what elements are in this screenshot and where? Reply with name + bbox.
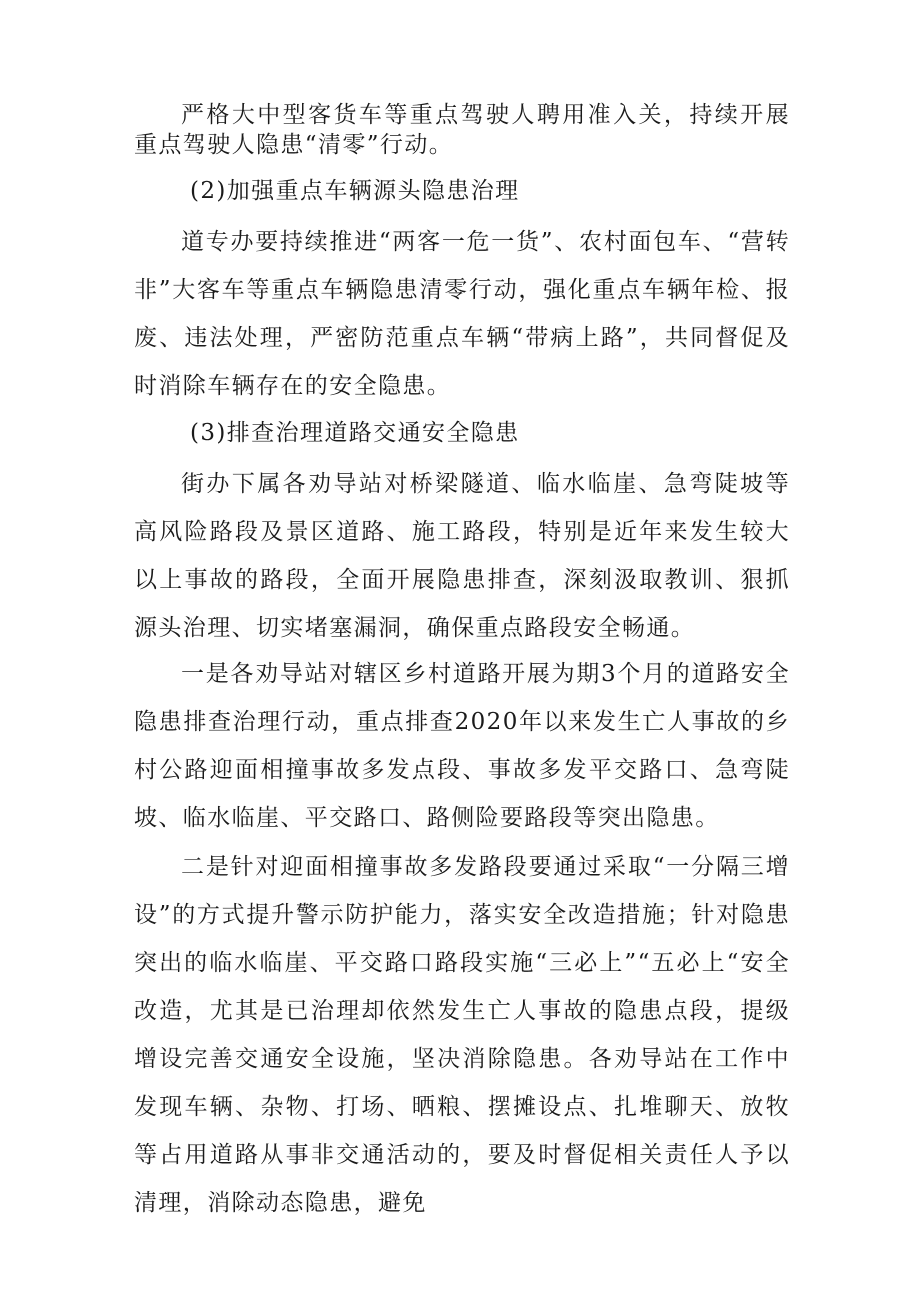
paragraph-vehicle-hazards: 道专办要持续推进“两客一危一货”、农村面包车、“营转非”大客车等重点车辆隐患清零行动，强化重点车辆年检、报废、违法处理，严密防范重点车辆“带病上路”，共同督促及时消除车辆存在的安全隐患。 xyxy=(134,229,790,399)
paragraph-point-one: 一是各劝导站对辖区乡村道路开展为期3个月的道路安全隐患排查治理行动，重点排查2020年以来发生亡人事故的乡村公路迎面相撞事故多发点段、事故多发平交路口、急弯陡坡、临水临崖、平交路口、路侧险要路段等突出隐患。 xyxy=(134,661,790,831)
paragraph-driver-admission: 严格大中型客货车等重点驾驶人聘用准入关，持续开展重点驾驶人隐患“清零”行动。 xyxy=(134,102,790,158)
section-heading-2: (2)加强重点车辆源头隐患治理 xyxy=(190,178,520,204)
section-heading-3: (3)排查治理道路交通安全隐患 xyxy=(190,420,520,446)
paragraph-point-two: 二是针对迎面相撞事故多发路段要通过采取“一分隔三增设”的方式提升警示防护能力，落实安全改造措施；针对隐患突出的临水临崖、平交路口路段实施“三必上”“五必上“安全改造，尤其是已治理却依然发生亡人事故的隐患点段，提级增设完善交通安全设施，坚决消除隐患。各劝导站在工作中发现车辆、杂物、打场、晒粮、摆摊设点、扎堆聊天、放牧等占用道路从事非交通活动的，要及时督促相关责任人予以清理，消除动态隐患，避免 xyxy=(134,854,790,1216)
paragraph-road-sections: 街办下属各劝导站对桥梁隧道、临水临崖、急弯陡坡等高风险路段及景区道路、施工路段，特别是近年来发生较大以上事故的路段，全面开展隐患排查，深刻汲取教训、狠抓源头治理、切实堵塞漏洞，确保重点路段安全畅通。 xyxy=(134,471,790,641)
